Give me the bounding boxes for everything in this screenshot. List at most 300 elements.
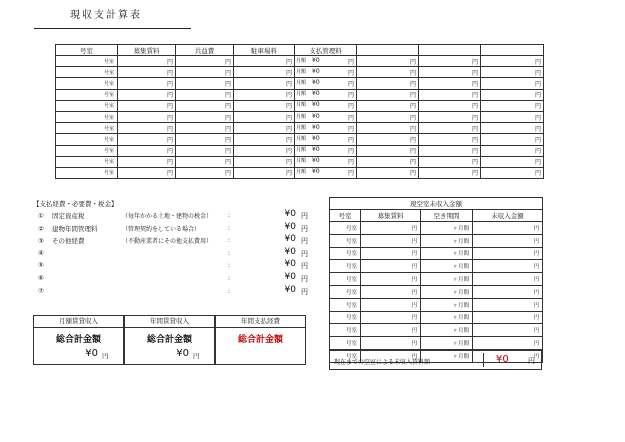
expense-unit: 円 [301,237,308,246]
yen-unit: 円 [285,148,292,156]
table-row [56,111,544,122]
income-table [55,44,544,179]
header-blank [357,45,419,56]
yen-cell [234,111,295,122]
months-unit: ヶ月間 [452,341,469,348]
summary-monthly-income [33,315,124,365]
vac-room-cell [330,260,361,273]
yen-unit: 円 [534,148,541,156]
yen-unit: 円 [471,159,478,167]
room-suffix: 号室 [103,69,114,76]
vac-unreceived-cell [473,247,543,260]
yen-unit: 円 [411,328,417,335]
table-row [56,167,544,178]
yen-cell [357,67,419,78]
table-row [56,78,544,89]
room-suffix: 号室 [345,251,357,258]
pay-prefix: 月額 [296,91,307,98]
header-blank [419,45,481,56]
summary-unit: 円 [193,352,200,360]
vacancy-table [329,197,543,363]
room-suffix: 号室 [345,238,357,245]
yen-cell [357,123,419,134]
yen-cell [357,56,419,67]
yen-unit: 円 [471,170,478,178]
vac-period-cell [421,247,473,260]
pay-prefix: 月額 [296,124,307,131]
yen-cell [357,89,419,100]
yen-cell [419,167,481,178]
yen-cell [419,111,481,122]
yen-cell [234,78,295,89]
yen-unit: 円 [224,58,231,66]
months-unit: ヶ月間 [452,225,469,232]
yen-unit: 円 [285,69,292,77]
expense-item [38,274,122,282]
vacancy-total-unit: 円 [528,357,535,365]
months-unit: ヶ月間 [452,264,469,271]
expenses-heading: 【支払経費・必要費・税金】 [33,200,118,208]
expense-value: ¥0 [284,259,296,270]
mgmt-fee-cell [295,89,357,100]
yen-unit: 円 [166,80,173,88]
yen-unit: 円 [347,103,354,111]
table-row [56,145,544,156]
yen-unit: 円 [533,251,539,258]
vac-period-cell [421,337,473,350]
yen-cell [234,156,295,167]
yen-unit: 円 [347,80,354,88]
vac-unreceived-cell [473,285,543,298]
yen-cell [481,67,544,78]
room-cell [56,100,118,111]
mgmt-fee-cell [295,78,357,89]
expense-label: 固定資産税 [52,212,85,220]
summary-total-label: 総合計金額 [237,335,283,345]
yen-unit: 円 [533,238,539,245]
expense-unit: 円 [301,224,308,233]
yen-unit: 円 [285,136,292,144]
vacancy-total-label: 現在までの空室による未収入賃料額 [334,359,431,366]
pay-prefix: 月額 [296,57,307,64]
expense-colon: : [228,224,231,232]
header-parking: 駐車場料 [234,45,295,56]
yen-unit: 円 [471,114,478,122]
vacancy-total-value-box [483,353,542,367]
vac-rent-cell [361,311,421,324]
pay-amount: ¥0 [312,90,320,98]
yen-unit: 円 [409,92,416,100]
yen-unit: 円 [409,159,416,167]
yen-unit: 円 [347,114,354,122]
yen-cell [176,123,234,134]
vac-room-cell [330,247,361,260]
expense-value: ¥0 [284,246,296,257]
expense-number: ⑥ [38,274,44,282]
pay-prefix: 月額 [296,147,307,154]
expense-colon: : [228,262,231,270]
room-suffix: 号室 [345,315,357,322]
vac-room-cell [330,285,361,298]
room-suffix: 号室 [345,328,357,335]
expense-colon: : [228,275,231,282]
yen-cell [118,156,176,167]
yen-unit: 円 [411,353,417,360]
yen-unit: 円 [166,159,173,167]
vacancy-row [330,337,543,350]
room-suffix: 号室 [103,170,114,177]
yen-unit: 円 [534,114,541,122]
pay-amount: ¥0 [312,112,320,120]
summary-annual-expenses [215,315,306,365]
months-unit: ヶ月間 [452,328,469,335]
room-cell [56,78,118,89]
vac-room-cell [330,324,361,337]
room-suffix: 号室 [103,125,114,132]
expense-colon: : [228,249,231,257]
yen-cell [419,156,481,167]
yen-cell [481,145,544,156]
room-suffix: 号室 [345,341,357,348]
expense-colon: : [228,287,231,295]
yen-cell [118,56,176,67]
expense-unit: 円 [301,287,308,296]
room-suffix: 号室 [103,103,114,110]
yen-cell [176,100,234,111]
vacancy-total-value: ¥0 [496,354,509,365]
expense-value: ¥0 [284,272,296,282]
yen-unit: 円 [224,148,231,156]
yen-unit: 円 [224,136,231,144]
yen-cell [357,156,419,167]
expense-unit: 円 [301,275,308,283]
vac-period-cell [421,285,473,298]
yen-unit: 円 [347,136,354,144]
expense-value: ¥0 [284,209,296,219]
pay-amount: ¥0 [312,56,320,64]
expense-value: ¥0 [284,234,296,245]
vac-rent-cell [361,324,421,337]
summary-value: ¥0 [176,348,189,359]
vacancy-row [330,234,543,247]
yen-cell [234,67,295,78]
room-cell [56,67,118,78]
yen-unit: 円 [347,69,354,77]
yen-cell [357,100,419,111]
yen-cell [481,56,544,67]
room-suffix: 号室 [345,302,357,309]
pay-prefix: 月額 [296,169,307,176]
pay-prefix: 月額 [296,102,307,109]
yen-cell [234,134,295,145]
expense-colon: : [228,212,231,219]
yen-unit: 円 [166,69,173,77]
yen-unit: 円 [166,148,173,156]
expense-note: （不動産業者にその他支払費用） [122,238,213,246]
yen-unit: 円 [533,225,539,232]
pay-prefix: 月額 [296,79,307,86]
yen-cell [481,111,544,122]
yen-unit: 円 [471,80,478,88]
months-unit: ヶ月間 [452,277,469,284]
expense-unit: 円 [301,212,308,220]
pay-amount: ¥0 [312,101,320,109]
vac-unreceived-cell [473,273,543,286]
yen-cell [176,134,234,145]
vacancy-title: 現空室未収入金額 [330,198,543,210]
room-cell [56,145,118,156]
yen-unit: 円 [533,353,539,360]
room-suffix: 号室 [345,353,357,360]
vacancy-row [330,285,543,298]
vac-rent-cell [361,247,421,260]
vac-room-cell [330,234,361,247]
yen-unit: 円 [409,80,416,88]
header-room: 号室 [56,45,118,56]
vac-period-cell [421,298,473,311]
header-common-fee: 共益費 [176,45,234,56]
expense-number: ⑤ [38,261,44,270]
yen-cell [357,111,419,122]
yen-cell [234,89,295,100]
pay-amount: ¥0 [312,78,320,86]
vac-period-cell [421,311,473,324]
vac-unreceived-cell [473,324,543,337]
expense-label: その他経費 [52,237,85,246]
yen-unit: 円 [347,58,354,66]
vacancy-total-box [329,350,542,370]
pay-amount: ¥0 [312,67,320,75]
yen-cell [118,134,176,145]
mgmt-fee-cell [295,67,357,78]
vac-header-unreceived: 未収入金額 [473,210,543,222]
pay-amount: ¥0 [312,146,320,154]
yen-unit: 円 [409,114,416,122]
yen-unit: 円 [285,159,292,167]
yen-cell [481,78,544,89]
yen-unit: 円 [224,92,231,100]
yen-unit: 円 [533,264,539,271]
mgmt-fee-cell [295,156,357,167]
pay-amount: ¥0 [312,123,320,131]
room-suffix: 号室 [345,225,357,232]
yen-unit: 円 [534,103,541,111]
yen-unit: 円 [224,114,231,122]
yen-cell [176,89,234,100]
expense-unit: 円 [301,262,308,271]
expense-unit: 円 [301,249,308,258]
vac-unreceived-cell [473,311,543,324]
expense-number: ① [38,212,44,220]
yen-cell [234,145,295,156]
yen-unit: 円 [533,315,539,322]
vac-rent-cell [361,260,421,273]
yen-cell [419,67,481,78]
vac-room-cell [330,311,361,324]
room-suffix: 号室 [103,80,114,87]
yen-unit: 円 [285,103,292,111]
header-mgmt-fee: 支払管理料 [295,45,357,56]
yen-unit: 円 [534,92,541,100]
room-suffix: 号室 [103,136,114,143]
vac-rent-cell [361,285,421,298]
yen-cell [118,167,176,178]
mgmt-fee-cell [295,134,357,145]
vac-period-cell [421,324,473,337]
yen-unit: 円 [534,125,541,133]
summary-total-label: 総合計金額 [146,335,192,345]
yen-cell [118,78,176,89]
yen-unit: 円 [166,170,173,178]
vacancy-row [330,324,543,337]
yen-unit: 円 [166,58,173,66]
expense-colon: : [228,237,231,245]
yen-unit: 円 [471,103,478,111]
vac-rent-cell [361,234,421,247]
yen-unit: 円 [409,58,416,66]
mgmt-fee-cell [295,167,357,178]
yen-unit: 円 [409,136,416,144]
months-unit: ヶ月間 [452,238,469,245]
expense-note: （管理契約をしている場合） [122,225,201,233]
room-suffix: 号室 [103,148,114,155]
vacancy-row [330,311,543,324]
room-cell [56,123,118,134]
yen-unit: 円 [471,58,478,66]
table-row [56,56,544,67]
vac-header-room: 号室 [330,210,361,222]
vac-unreceived-cell [473,222,543,235]
expense-note: （毎年かかる土地・建物の税金） [122,213,213,220]
yen-unit: 円 [347,170,354,178]
yen-unit: 円 [224,159,231,167]
table-row [56,123,544,134]
yen-cell [176,167,234,178]
yen-cell [176,56,234,67]
yen-unit: 円 [224,103,231,111]
vac-unreceived-cell [473,337,543,350]
expense-value: ¥0 [284,284,296,295]
vac-unreceived-cell [473,260,543,273]
yen-unit: 円 [411,341,417,348]
vac-rent-cell [361,273,421,286]
yen-unit: 円 [409,125,416,133]
months-unit: ヶ月間 [452,315,469,322]
yen-cell [419,145,481,156]
yen-unit: 円 [471,69,478,77]
title-underline [34,28,191,29]
yen-unit: 円 [533,289,539,296]
room-suffix: 号室 [345,264,357,271]
yen-cell [176,111,234,122]
yen-unit: 円 [411,277,417,284]
yen-unit: 円 [166,125,173,133]
vacancy-row [330,260,543,273]
yen-cell [419,134,481,145]
mgmt-fee-cell [295,145,357,156]
yen-cell [234,56,295,67]
yen-unit: 円 [347,92,354,100]
yen-unit: 円 [411,238,417,245]
yen-cell [234,167,295,178]
room-cell [56,111,118,122]
yen-unit: 円 [166,103,173,111]
yen-cell [118,145,176,156]
vac-unreceived-cell [473,234,543,247]
yen-unit: 円 [411,264,417,271]
yen-unit: 円 [224,125,231,133]
yen-cell [234,123,295,134]
yen-unit: 円 [285,125,292,133]
room-cell [56,167,118,178]
vac-room-cell [330,298,361,311]
vac-header-rent: 募集賃料 [361,210,421,222]
yen-cell [419,56,481,67]
yen-unit: 円 [471,92,478,100]
yen-unit: 円 [471,136,478,144]
yen-cell [419,89,481,100]
vac-header-period: 空き期間 [421,210,473,222]
yen-cell [176,156,234,167]
yen-unit: 円 [533,277,539,284]
vacancy-row [330,222,543,235]
yen-unit: 円 [471,125,478,133]
yen-cell [357,145,419,156]
summary-header: 年間支払経費 [216,316,305,328]
yen-unit: 円 [411,289,417,296]
pay-amount: ¥0 [312,168,320,176]
yen-cell [481,156,544,167]
yen-unit: 円 [471,148,478,156]
room-suffix: 号室 [103,58,114,65]
vac-room-cell [330,337,361,350]
mgmt-fee-cell [295,56,357,67]
yen-cell [118,123,176,134]
yen-cell [118,111,176,122]
yen-unit: 円 [534,69,541,77]
expense-number: ⑦ [38,286,44,295]
yen-cell [118,89,176,100]
vacancy-row [330,273,543,286]
yen-cell [176,78,234,89]
vac-room-cell [330,222,361,235]
months-unit: ヶ月間 [452,251,469,258]
summary-header: 月額賃貸収入 [34,316,123,328]
yen-unit: 円 [285,170,292,178]
yen-unit: 円 [534,159,541,167]
summary-value: ¥0 [85,348,98,359]
yen-unit: 円 [534,58,541,66]
vac-unreceived-cell [473,298,543,311]
summary-unit: 円 [102,352,109,360]
yen-cell [118,67,176,78]
table-row [56,156,544,167]
pay-prefix: 月額 [296,135,307,142]
pay-amount: ¥0 [312,134,320,142]
mgmt-fee-cell [295,123,357,134]
yen-unit: 円 [534,80,541,88]
yen-unit: 円 [533,328,539,335]
table-row [56,134,544,145]
header-blank [481,45,544,56]
expense-value: ¥0 [284,221,296,232]
mgmt-fee-cell [295,111,357,122]
yen-cell [357,78,419,89]
page-title: 現収支計算表 [70,10,142,21]
yen-unit: 円 [409,148,416,156]
yen-cell [176,145,234,156]
vacancy-row [330,247,543,260]
